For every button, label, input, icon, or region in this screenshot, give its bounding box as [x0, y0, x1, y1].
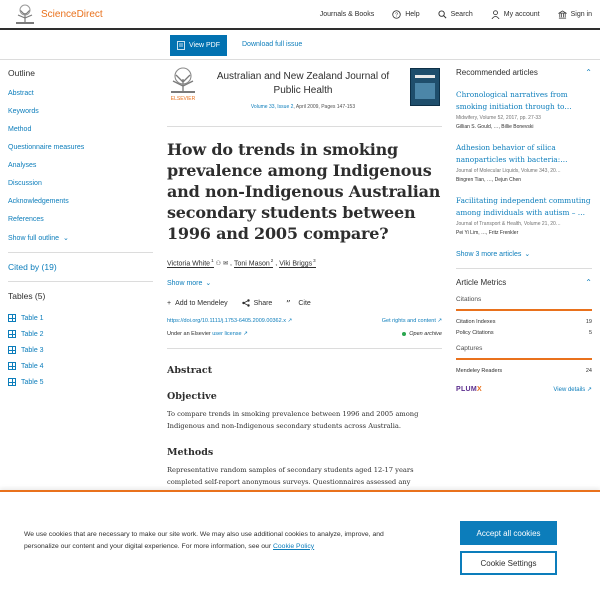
open-archive-badge — [402, 331, 442, 337]
share-icon — [242, 299, 250, 307]
recommended-header[interactable] — [456, 68, 592, 77]
email-icon[interactable]: ✉ — [222, 260, 228, 267]
metric-value: 5 — [588, 330, 592, 336]
article-action-bar — [0, 32, 600, 60]
show-more-label: Show more — [167, 279, 203, 287]
help-icon — [392, 10, 401, 19]
user-icon — [491, 10, 500, 19]
doi-text: https://doi.org/10.1111/j.1753-6405.2009.00362.x — [167, 318, 286, 325]
author-affiliation-sup: 1 — [211, 258, 214, 263]
tables-heading: Tables (5) — [8, 291, 46, 301]
quote-icon — [286, 299, 294, 307]
article-metrics-header[interactable] — [456, 278, 592, 287]
cookie-message-text: We use cookies that are necessary to make our site work. We may also use additional cookies to analyze, improve, and personalize our content and your digital experience. For more information, see our — [24, 531, 384, 550]
recommended-article-source: Journal of Molecular Liquids, Volume 343, 20… — [456, 168, 561, 174]
chevron-down-icon: ⌄ — [205, 280, 212, 288]
nav-help[interactable] — [392, 10, 419, 19]
show-full-outline-button[interactable] — [8, 234, 153, 242]
divider — [167, 348, 442, 349]
plumx-logo-x: X — [477, 386, 483, 393]
view-details-link[interactable] — [553, 386, 592, 393]
methods-heading: Methods — [167, 447, 214, 459]
objective-text: To compare trends in smoking prevalence between 1996 and 2005 among Indigenous and non-Indigenous secondary students across Australia. — [167, 410, 419, 430]
recommended-heading: Recommended articles — [456, 68, 538, 77]
divider — [167, 126, 442, 127]
cookie-banner — [0, 490, 600, 600]
outline-item-abstract[interactable]: Abstract — [8, 90, 34, 97]
metric-label: Citation Indexes — [456, 319, 496, 325]
outline-item-discussion[interactable]: Discussion — [8, 180, 42, 187]
view-details-label: View details — [553, 387, 586, 393]
plumx-logo-plum: PLUM — [456, 386, 478, 393]
table-icon — [8, 362, 16, 370]
person-icon[interactable]: ⚇ — [215, 260, 221, 267]
header-nav — [320, 0, 592, 28]
author-name: Victoria White — [167, 260, 211, 268]
nav-journals-books[interactable] — [320, 11, 374, 18]
cited-by-link[interactable]: Cited by (19) — [8, 262, 57, 272]
outline-sidebar — [8, 68, 153, 390]
right-panel — [456, 68, 592, 393]
license-info — [167, 331, 248, 337]
elsevier-tree-icon — [14, 3, 36, 25]
external-link-icon: ↗ — [287, 318, 293, 325]
cookie-message — [24, 529, 384, 552]
nav-search-label: Search — [450, 10, 473, 18]
plumx-logo — [456, 386, 482, 393]
author-link[interactable] — [167, 258, 214, 268]
recommended-article-title-link[interactable]: Facilitating independent commuting among individuals with autism – … — [456, 196, 591, 217]
abstract-heading: Abstract — [167, 365, 213, 377]
add-to-mendeley-label: Add to Mendeley — [175, 299, 228, 307]
external-link-icon: ↗ — [243, 331, 248, 338]
svg-text:”: ” — [286, 300, 291, 308]
author-name: Viki Briggs — [279, 260, 313, 268]
search-icon — [438, 10, 447, 19]
external-link-icon: ↗ — [586, 387, 592, 393]
elsevier-logo[interactable] — [167, 66, 199, 102]
nav-my-account[interactable] — [491, 10, 540, 19]
journal-cover-image[interactable] — [410, 68, 440, 106]
sciencedirect-logo[interactable] — [14, 3, 103, 25]
chevron-down-icon: ⌄ — [62, 235, 69, 242]
license-prefix: Under an Elsevier — [167, 331, 213, 338]
cite-button[interactable] — [286, 299, 310, 307]
top-navigation-bar — [0, 0, 600, 30]
user-license-link[interactable] — [212, 331, 248, 337]
show-full-outline-label: Show full outline — [8, 234, 59, 242]
metric-value: 24 — [585, 368, 592, 374]
citations-label: Citations — [456, 296, 482, 303]
recommended-article — [456, 142, 592, 183]
table-icon — [8, 314, 16, 322]
show-more-articles-label: Show 3 more articles — [456, 250, 522, 258]
get-rights-label: Get rights and content — [381, 318, 436, 325]
table-link-2[interactable] — [8, 326, 153, 342]
license-row — [167, 331, 442, 337]
divider — [456, 268, 592, 269]
recommended-article-source: Midwifery, Volume 52, 2017, pp. 27-33 — [456, 115, 541, 121]
recommended-article-authors: Bingren Tian, …, Dejun Chen — [456, 177, 522, 183]
recommended-article-authors: Pei Yi Lim, …, Fritz Frenkler — [456, 230, 519, 236]
table-link-label: Table 3 — [21, 346, 44, 354]
chevron-up-icon[interactable]: ⌃ — [585, 278, 592, 287]
nav-sign-in-label: Sign in — [570, 10, 592, 18]
nav-my-account-label: My account — [503, 10, 540, 18]
user-license-label: user license — [212, 331, 242, 338]
methods-text: Representative random samples of secondary students aged 12-17 years completed self-report anonymous surveys. Questionnaires assessed any — [167, 466, 414, 486]
article-main — [167, 66, 442, 500]
outline-item-keywords[interactable]: Keywords — [8, 108, 39, 115]
volume-pages: , April 2009, Pages 147-153 — [293, 104, 356, 110]
plus-icon: + — [167, 299, 172, 307]
institution-icon — [558, 10, 567, 19]
nav-help-label: Help — [405, 10, 420, 18]
external-link-icon: ↗ — [437, 318, 442, 325]
svg-text:?: ? — [395, 11, 399, 18]
nav-journals-books-label: Journals & Books — [319, 10, 375, 18]
article-title: How do trends in smoking prevalence among Indigenous and non-Indigenous Australian secondary students between 1996 and 2005 compare? — [167, 140, 441, 243]
metric-row — [456, 330, 592, 336]
share-button[interactable] — [242, 299, 273, 307]
table-link-label: Table 2 — [21, 330, 44, 338]
share-label: Share — [253, 299, 273, 307]
table-link-3[interactable] — [8, 342, 153, 358]
download-full-issue-link[interactable]: Download full issue — [242, 41, 303, 48]
metric-label: Mendeley Readers — [456, 368, 503, 374]
doi-link[interactable] — [167, 318, 292, 324]
cookie-settings-label: Cookie Settings — [480, 558, 537, 568]
article-metrics-heading: Article Metrics — [456, 278, 507, 287]
objective-heading: Objective — [167, 391, 217, 403]
add-to-mendeley-button[interactable] — [167, 299, 228, 307]
open-access-dot-icon — [402, 332, 406, 336]
article-tools — [167, 299, 442, 307]
captures-accent-line — [456, 358, 592, 360]
author-affiliation-sup: 2 — [270, 258, 274, 263]
table-link-1[interactable] — [8, 310, 153, 326]
accept-all-cookies-label: Accept all cookies — [476, 528, 541, 538]
volume-info — [203, 104, 403, 110]
author-list: Victoria White$^1$ ⚇ ✉ , Toni Mason$^2$ , Viki Briggs$^3$ — [167, 258, 316, 268]
table-icon — [8, 346, 16, 354]
table-link-4[interactable] — [8, 358, 153, 374]
citations-accent-line — [456, 309, 592, 311]
show-more-articles-button[interactable] — [456, 250, 592, 258]
chevron-down-icon: ⌄ — [524, 251, 531, 258]
pdf-icon — [177, 41, 185, 50]
metric-label: Policy Citations — [456, 330, 494, 336]
author-name: Toni Mason — [233, 260, 270, 268]
get-rights-link[interactable] — [382, 318, 442, 324]
table-icon — [8, 330, 16, 338]
recommended-article — [456, 89, 592, 130]
recommended-article — [456, 195, 592, 236]
metric-row — [456, 319, 592, 325]
outline-item-method[interactable]: Method — [8, 126, 32, 133]
show-more-button[interactable] — [167, 279, 442, 287]
outline-item-references[interactable]: References — [8, 216, 44, 223]
divider — [8, 281, 153, 282]
cite-label: Cite — [298, 299, 311, 307]
outline-item-acknowledgements[interactable]: Acknowledgements — [8, 198, 69, 205]
view-pdf-label: View PDF — [189, 42, 220, 49]
outline-item-analyses[interactable]: Analyses — [8, 162, 37, 169]
elsevier-tree-icon — [167, 66, 199, 94]
recommended-article-title-link[interactable]: Adhesion behavior of silica nanoparticles with bacteria:… — [456, 143, 568, 164]
outline-heading: Outline — [8, 68, 35, 78]
journal-header — [167, 66, 442, 116]
elsevier-wordmark: ELSEVIER — [170, 96, 196, 102]
plumx-row — [456, 386, 592, 393]
divider — [8, 252, 153, 253]
recommended-article-title-link[interactable]: Chronological narratives from smoking initiation through to… — [456, 90, 572, 111]
nav-sign-in[interactable] — [558, 10, 592, 19]
nav-search[interactable] — [438, 10, 473, 19]
author-link[interactable] — [279, 258, 315, 268]
table-link-label: Table 5 — [21, 378, 44, 386]
open-archive-label: Open archive — [409, 331, 442, 338]
chevron-up-icon[interactable]: ⌃ — [585, 68, 592, 77]
metric-row — [456, 368, 592, 374]
outline-item-questionnaire-measures[interactable]: Questionnaire measures — [8, 144, 85, 151]
table-link-5[interactable] — [8, 374, 153, 390]
view-pdf-button[interactable] — [170, 35, 227, 56]
doi-row — [167, 318, 442, 324]
volume-issue-link[interactable]: Volume 33, Issue 2 — [250, 104, 294, 110]
captures-label: Captures — [456, 345, 483, 352]
table-link-label: Table 4 — [21, 362, 44, 370]
author-affiliation-sup: 3 — [313, 258, 316, 263]
table-icon — [8, 378, 16, 386]
cookie-settings-button[interactable] — [460, 551, 557, 575]
cookie-policy-link[interactable]: Cookie Policy — [272, 542, 315, 550]
brand-name: ScienceDirect — [41, 8, 103, 20]
recommended-article-source: Journal of Transport & Health, Volume 21, 20… — [456, 221, 561, 227]
metric-value: 19 — [585, 319, 592, 325]
table-link-label: Table 1 — [21, 314, 44, 322]
accept-all-cookies-button[interactable] — [460, 521, 557, 545]
recommended-article-authors: Gillian S. Gould, …, Billie Bonevski — [456, 124, 534, 130]
journal-title-link[interactable]: Australian and New Zealand Journal of Public Health — [216, 71, 390, 96]
author-link[interactable] — [234, 258, 273, 268]
